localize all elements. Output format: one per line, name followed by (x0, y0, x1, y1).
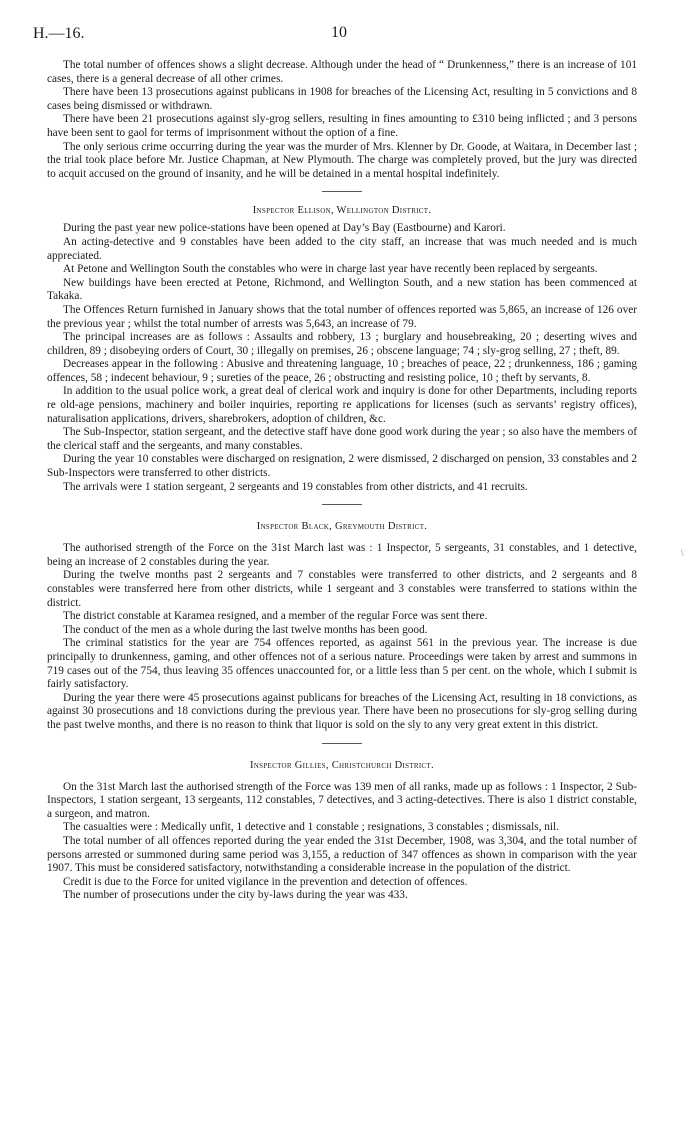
paragraph: The authorised strength of the Force on the 31st March last was : 1 Inspector, 5 sergeants, 31 constables, and 1 detective, being an increase of 2 constables during the year. (47, 542, 637, 568)
section-christchurch (47, 760, 637, 903)
page-body (47, 59, 637, 903)
paragraph: In addition to the usual police work, a great deal of clerical work and inquiry is done for other Departments, including reports re old-age pensions, machinery and boiler inquiries, reporting re applications for licenses (such as servants’ registry offices), naturalisation applications, drivers, sharebrokers, adoption of children, &c. (47, 385, 637, 425)
paragraph: Credit is due to the Force for united vigilance in the prevention and detection of offences. (63, 875, 468, 888)
section-divider (322, 743, 362, 744)
paragraph: There have been 21 prosecutions against sly-grog sellers, resulting in fines amounting to £310 being inflicted ; and 3 persons have been sent to gaol for terms of imprisonment without the option of a fine. (47, 113, 637, 139)
paragraph: The arrivals were 1 station sergeant, 2 sergeants and 19 constables from other districts, and 41 recruits. (63, 480, 528, 493)
margin-mark: \ (681, 548, 684, 558)
section-divider (322, 504, 362, 505)
section-heading: Inspector Black, Greymouth District. (256, 521, 428, 533)
paragraph: The conduct of the men as a whole during the last twelve months has been good. (63, 623, 428, 636)
paragraph: During the twelve months past 2 sergeants and 7 constables were transferred to other districts, and 2 sergeants and 8 constables were transferred here from other districts, while 1 sergeant and 3 constables were transferred to stations within the district. (47, 569, 637, 609)
paragraph: On the 31st March last the authorised strength of the Force was 139 men of all ranks, made up as follows : 1 Inspector, 2 Sub-Inspectors, 1 station sergeant, 13 sergeants, 112 constables, 7 detectives, and 3 acting-detectives. There is also 1 district constable, a surgeon, and matron. (47, 780, 637, 820)
paragraph: During the year there were 45 prosecutions against publicans for breaches of the Licensing Act, resulting in 18 convictions, as against 30 prosecutions and 18 convictions during the previous year. There have been no prosecutions for sly-grog selling during the past twelve months, and there is no reason to think that liquor is sold on the sly to any very great extent in this district. (47, 691, 637, 731)
paragraph: The number of prosecutions under the city by-laws during the year was 433. (63, 889, 408, 902)
section-heading: Inspector Ellison, Wellington District. (252, 205, 432, 217)
section-divider (322, 191, 362, 192)
paragraph: Decreases appear in the following : Abusive and threatening language, 10 ; breaches of peace, 22 ; drunkenness, 186 ; gaming offences, 58 ; indecent behaviour, 9 ; sureties of the peace, 26 ; obstructing and resisting police, 10 ; theft by servants, 8. (47, 358, 637, 384)
paragraph: The criminal statistics for the year are 754 offences reported, as against 561 in the previous year. The increase is due principally to drunkenness, gaming, and other offences not of a serious nature. Proceedings were taken by arrest and summons in 719 cases out of the 754, thus leaving 35 offences unaccounted for, or a little less than 5 per cent. on the whole, which I submit is fairly satisfactory. (47, 637, 637, 691)
paragraph: The Offences Return furnished in January shows that the total number of offences reported was 5,865, an increase of 126 over the previous year ; whilst the total number of arrests was 5,643, an increase of 79. (47, 303, 637, 330)
paragraph: At Petone and Wellington South the constables who were in charge last year have recently been replaced by sergeants. (63, 263, 598, 276)
document-reference: H.—16. (33, 25, 85, 42)
page-number: 10 (331, 24, 347, 41)
paragraph: The Sub-Inspector, station sergeant, and the detective staff have done good work during the year ; so also have the members of the clerical staff and the sergeants, and many constables. (47, 426, 637, 452)
paragraph: During the past year new police-stations have been opened at Day’s Bay (Eastbourne) and Karori. (63, 222, 506, 235)
paragraph: During the year 10 constables were discharged on resignation, 2 were dismissed, 2 discharged on pension, 33 constables and 2 Sub-Inspectors were transferred to other districts. (47, 453, 637, 480)
paragraph: The total number of offences shows a slight decrease. Although under the head of “ Drunkenness,” there is an increase of 101 cases, there is a general decrease of all other crimes. (47, 59, 637, 85)
section-wellington (47, 205, 637, 505)
paragraph: The district constable at Karamea resigned, and a member of the regular Force was sent there. (63, 610, 488, 623)
section-greymouth (47, 521, 637, 743)
paragraph: New buildings have been erected at Petone, Richmond, and Wellington South, and a new station has been commenced at Takaka. (47, 276, 637, 303)
paragraph: There have been 13 prosecutions against publicans in 1908 for breaches of the Licensing Act, resulting in 5 convictions and 8 cases being dismissed or withdrawn. (47, 86, 637, 112)
section-intro (47, 59, 637, 192)
paragraph: The only serious crime occurring during the year was the murder of Mrs. Klenner by Dr. Goode, at Waitara, in December last ; the trial took place before Mr. Justice Chapman, at New Plymouth. The charge was completely proved, but the jury was directed to acquit accused on the ground of insanity, and he will be detained in a mental hospital indefinitely. (47, 140, 637, 180)
paragraph: The casualties were : Medically unfit, 1 detective and 1 constable ; resignations, 3 constables ; dismissals, nil. (63, 821, 559, 834)
paragraph: An acting-detective and 9 constables have been added to the city staff, an increase that was much needed and is much appreciated. (47, 235, 637, 262)
paragraph: The total number of all offences reported during the year ended the 31st December, 1908, was 3,304, and the total number of persons arrested or summoned during same period was 3,155, a reduction of 347 offences as shown in comparison with the year 1907. This must be considered satisfactory, notwithstanding a considerable increase in the population of the district. (47, 834, 637, 875)
section-heading: Inspector Gillies, Christchurch District. (250, 759, 434, 771)
paragraph: The principal increases are as follows : Assaults and robbery, 13 ; burglary and housebreaking, 20 ; deserting wives and children, 89 ; disobeying orders of Court, 30 ; illegally on premises, 26 ; obscene language; 74 ; sly-grog selling, 27 ; theft, 89. (47, 331, 637, 357)
